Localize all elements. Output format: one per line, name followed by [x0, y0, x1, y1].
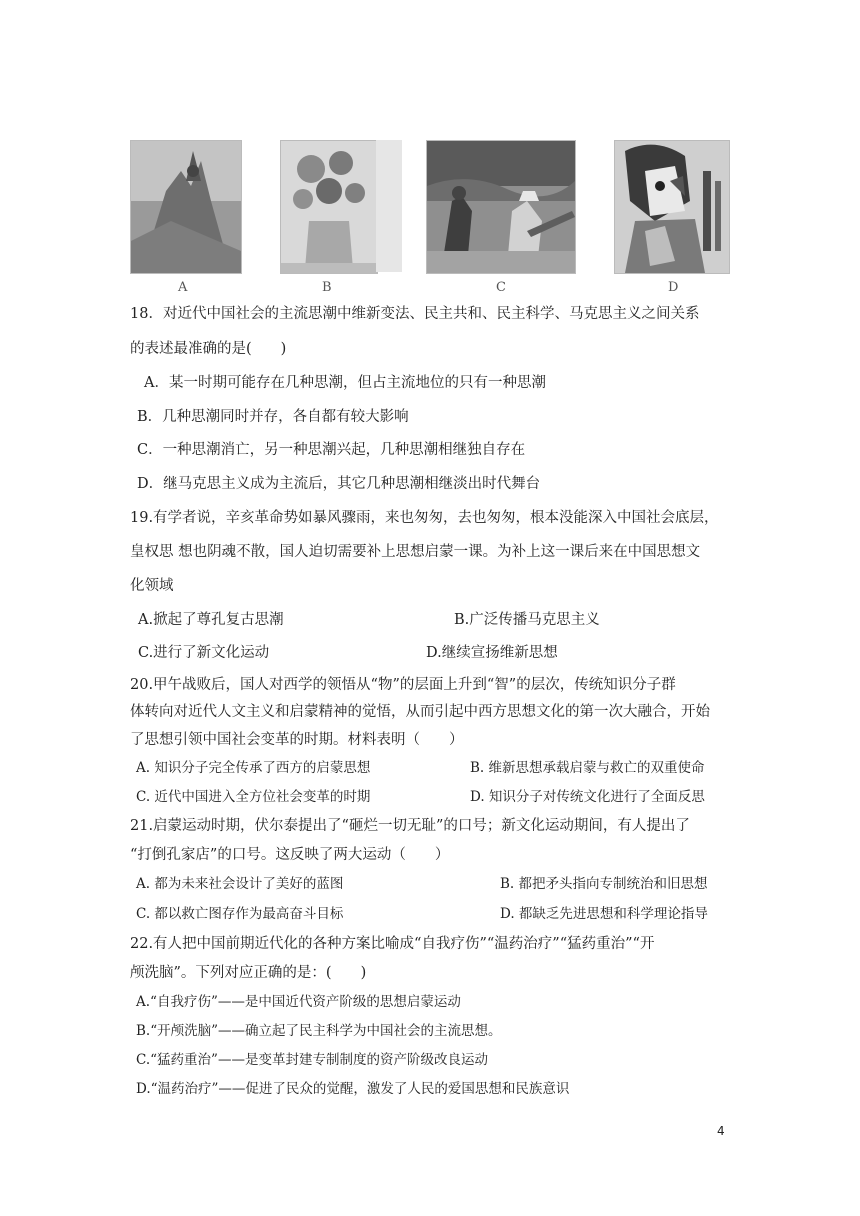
- blur-patch: [376, 140, 402, 272]
- q20-stem-line1: 20.甲午战败后，国人对西学的领悟从“物”的层面上升到“智”的层次，传统知识分子群: [130, 677, 676, 693]
- q18-option-c: C．一种思潮消亡，另一种思潮兴起，几种思潮相继独自存在: [137, 442, 526, 458]
- q20-stem-line2: 体转向对近代人文主义和启蒙精神的觉悟，从而引起中西方思想文化的第一次大融合，开始: [130, 704, 710, 720]
- painting-b-image: [280, 140, 378, 274]
- q19-stem-line2: 皇权思 想也阴魂不散，国人迫切需要补上思想启蒙一课。为补上这一课后来在中国思想文: [130, 544, 701, 560]
- q21-option-b: B. 都把矛头指向专制统治和旧思想: [500, 876, 708, 892]
- painting-d-image: [614, 140, 730, 274]
- page-number: 4: [717, 1124, 725, 1138]
- q18-option-b: B．几种思潮同时并存，各自都有较大影响: [137, 409, 409, 425]
- q22-option-d: D.“温药治疗”——促进了民众的觉醒，激发了人民的爱国思想和民族意识: [136, 1081, 570, 1097]
- q21-option-d: D. 都缺乏先进思想和科学理论指导: [500, 906, 708, 922]
- q19-option-b: B.广泛传播马克思主义: [454, 612, 600, 628]
- q21-stem-line2: “打倒孔家店”的口号。这反映了两大运动（ ）: [130, 847, 450, 863]
- q20-stem-line3: 了思想引领中国社会变革的时期。材料表明（ ）: [130, 732, 464, 748]
- q22-option-c: C.“猛药重治”——是变革封建专制制度的资产阶级改良运动: [136, 1052, 488, 1068]
- q19-stem-line1: 19.有学者说，辛亥革命势如暴风骤雨，来也匆匆，去也匆匆，根本没能深入中国社会底层，: [130, 510, 719, 526]
- painting-c-image: [426, 140, 576, 274]
- q20-option-a: A. 知识分子完全传承了西方的启蒙思想: [136, 760, 371, 776]
- painting-strip: [128, 140, 730, 300]
- q20-option-d: D. 知识分子对传统文化进行了全面反思: [470, 789, 705, 805]
- q22-stem-line2: 颅洗脑”。下列对应正确的是：( ): [130, 965, 367, 981]
- painting-a-image: [130, 140, 242, 274]
- q21-option-a: A. 都为未来社会设计了美好的蓝图: [136, 876, 344, 892]
- q18-stem-line2: 的表述最准确的是( ): [130, 341, 287, 357]
- q19-option-a: A.掀起了尊孔复古思潮: [138, 612, 284, 628]
- q20-option-b: B. 维新思想承载启蒙与救亡的双重使命: [470, 760, 705, 776]
- painting-label-d: D: [668, 280, 679, 295]
- q22-option-a: A.“自我疗伤”——是中国近代资产阶级的思想启蒙运动: [136, 994, 461, 1010]
- q21-stem-line1: 21.启蒙运动时期，伏尔泰提出了“砸烂一切无耻”的口号；新文化运动期间，有人提出了: [130, 818, 690, 834]
- q21-option-c: C. 都以救亡图存作为最高奋斗目标: [136, 906, 344, 922]
- q19-option-c: C.进行了新文化运动: [138, 645, 270, 661]
- painting-label-a: A: [178, 280, 188, 295]
- q22-option-b: B.“开颅洗脑”——确立起了民主科学为中国社会的主流思想。: [136, 1023, 502, 1039]
- q18-stem-line1: 18．对近代中国社会的主流思潮中维新变法、民主共和、民主科学、马克思主义之间关系: [130, 306, 700, 322]
- q19-stem-line3: 化领域: [130, 578, 174, 594]
- painting-label-b: B: [322, 280, 332, 295]
- q18-option-d: D．继马克思主义成为主流后，其它几种思潮相继淡出时代舞台: [137, 476, 541, 492]
- q22-stem-line1: 22.有人把中国前期近代化的各种方案比喻成“自我疗伤”“温药治疗”“猛药重治”“开: [130, 936, 655, 952]
- painting-label-c: C: [496, 280, 506, 295]
- q18-option-a: A．某一时期可能存在几种思潮，但占主流地位的只有一种思潮: [144, 375, 546, 391]
- q20-option-c: C. 近代中国进入全方位社会变革的时期: [136, 789, 371, 805]
- q19-option-d: D.继续宣扬维新思想: [426, 645, 558, 661]
